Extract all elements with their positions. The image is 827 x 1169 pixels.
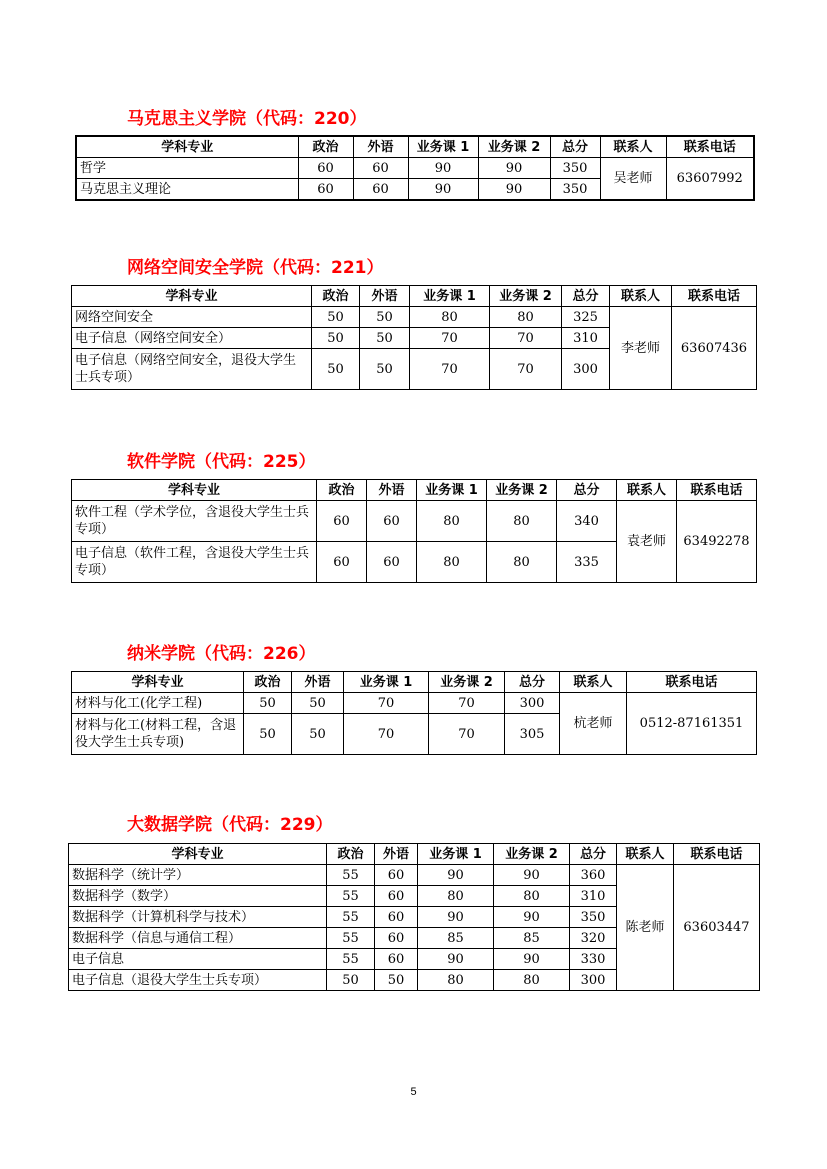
score-cell: 320 — [570, 928, 617, 949]
section-title: 网络空间安全学院（代码：221） — [127, 258, 384, 278]
score-cell: 60 — [375, 907, 418, 928]
header-cell: 总分 — [570, 844, 617, 865]
score-cell: 50 — [312, 349, 360, 390]
header-cell: 政治 — [298, 136, 353, 158]
header-cell: 总分 — [557, 480, 617, 501]
header-cell: 总分 — [562, 286, 610, 307]
score-table — [75, 135, 755, 201]
score-cell: 60 — [317, 501, 367, 542]
header-cell: 学科专业 — [72, 672, 244, 693]
header-cell: 联系人 — [617, 844, 674, 865]
score-cell: 50 — [244, 714, 292, 755]
score-cell: 50 — [327, 970, 375, 991]
table-row — [72, 501, 757, 542]
score-cell: 55 — [327, 928, 375, 949]
phone-cell: 63607436 — [672, 307, 757, 390]
table-row — [72, 693, 757, 714]
score-cell: 50 — [292, 693, 344, 714]
score-cell: 350 — [550, 179, 600, 201]
score-cell: 60 — [367, 542, 417, 583]
score-cell: 90 — [478, 179, 550, 201]
score-cell: 90 — [408, 158, 478, 179]
score-cell: 60 — [317, 542, 367, 583]
contact-cell: 袁老师 — [617, 501, 677, 583]
score-cell: 60 — [375, 886, 418, 907]
major-cell: 数据科学（计算机科学与技术） — [69, 907, 327, 928]
header-cell: 业务课 1 — [344, 672, 429, 693]
score-cell: 80 — [418, 970, 494, 991]
score-cell: 70 — [490, 349, 562, 390]
header-cell: 总分 — [505, 672, 560, 693]
score-cell: 90 — [494, 865, 570, 886]
score-cell: 325 — [562, 307, 610, 328]
table-row — [76, 158, 754, 179]
table-header-row — [72, 672, 757, 693]
score-cell: 350 — [550, 158, 600, 179]
score-cell: 80 — [417, 501, 487, 542]
score-cell: 70 — [410, 328, 490, 349]
score-cell: 60 — [375, 949, 418, 970]
score-cell: 90 — [408, 179, 478, 201]
major-cell: 数据科学（数学） — [69, 886, 327, 907]
score-cell: 85 — [494, 928, 570, 949]
header-cell: 联系电话 — [666, 136, 754, 158]
contact-cell: 吴老师 — [600, 158, 666, 201]
score-cell: 330 — [570, 949, 617, 970]
score-table — [71, 479, 757, 583]
header-cell: 政治 — [317, 480, 367, 501]
score-cell: 60 — [298, 179, 353, 201]
header-cell: 联系电话 — [674, 844, 760, 865]
major-cell: 软件工程（学术学位，含退役大学生士兵专项） — [72, 501, 317, 542]
header-cell: 联系电话 — [677, 480, 757, 501]
table-row — [72, 307, 757, 328]
score-cell: 310 — [570, 886, 617, 907]
header-cell: 外语 — [375, 844, 418, 865]
score-cell: 80 — [494, 970, 570, 991]
section-title: 软件学院（代码：225） — [127, 452, 316, 472]
major-cell: 电子信息 — [69, 949, 327, 970]
major-cell: 电子信息（软件工程，含退役大学生士兵专项） — [72, 542, 317, 583]
header-cell: 联系电话 — [627, 672, 757, 693]
score-cell: 55 — [327, 865, 375, 886]
header-cell: 业务课 2 — [490, 286, 562, 307]
header-cell: 总分 — [550, 136, 600, 158]
score-cell: 360 — [570, 865, 617, 886]
header-cell: 业务课 1 — [408, 136, 478, 158]
score-cell: 60 — [298, 158, 353, 179]
table-row — [69, 865, 760, 886]
header-cell: 政治 — [327, 844, 375, 865]
header-cell: 业务课 1 — [417, 480, 487, 501]
header-cell: 学科专业 — [69, 844, 327, 865]
score-cell: 80 — [410, 307, 490, 328]
score-cell: 70 — [344, 714, 429, 755]
header-cell: 政治 — [244, 672, 292, 693]
table-header-row — [76, 136, 754, 158]
score-cell: 70 — [490, 328, 562, 349]
score-cell: 70 — [429, 714, 505, 755]
score-cell: 80 — [418, 886, 494, 907]
contact-cell: 李老师 — [610, 307, 672, 390]
score-cell: 300 — [505, 693, 560, 714]
score-cell: 80 — [494, 886, 570, 907]
header-cell: 业务课 2 — [494, 844, 570, 865]
score-cell: 70 — [410, 349, 490, 390]
score-cell: 90 — [494, 907, 570, 928]
header-cell: 业务课 2 — [429, 672, 505, 693]
contact-cell: 陈老师 — [617, 865, 674, 991]
section-title: 大数据学院（代码：229） — [127, 815, 333, 835]
section-title: 马克思主义学院（代码：220） — [127, 109, 367, 129]
score-cell: 60 — [353, 158, 408, 179]
phone-cell: 0512-87161351 — [627, 693, 757, 755]
score-cell: 50 — [360, 328, 410, 349]
score-table — [71, 671, 757, 755]
score-cell: 70 — [344, 693, 429, 714]
score-cell: 85 — [418, 928, 494, 949]
score-cell: 90 — [418, 907, 494, 928]
score-cell: 50 — [244, 693, 292, 714]
header-cell: 业务课 1 — [410, 286, 490, 307]
table-header-row — [72, 286, 757, 307]
major-cell: 数据科学（统计学） — [69, 865, 327, 886]
score-cell: 340 — [557, 501, 617, 542]
header-cell: 联系人 — [610, 286, 672, 307]
page-number: 5 — [410, 1086, 417, 1098]
phone-cell: 63607992 — [666, 158, 754, 201]
score-cell: 55 — [327, 907, 375, 928]
header-cell: 业务课 2 — [487, 480, 557, 501]
phone-cell: 63492278 — [677, 501, 757, 583]
major-cell: 电子信息（网络空间安全，退役大学生士兵专项） — [72, 349, 312, 390]
header-cell: 联系人 — [600, 136, 666, 158]
score-cell: 90 — [478, 158, 550, 179]
table-header-row — [69, 844, 760, 865]
header-cell: 学科专业 — [72, 480, 317, 501]
header-cell: 联系电话 — [672, 286, 757, 307]
score-cell: 60 — [375, 865, 418, 886]
header-cell: 联系人 — [617, 480, 677, 501]
major-cell: 材料与化工(材料工程，含退役大学生士兵专项) — [72, 714, 244, 755]
score-cell: 50 — [312, 328, 360, 349]
score-cell: 90 — [418, 865, 494, 886]
score-cell: 50 — [292, 714, 344, 755]
contact-cell: 杭老师 — [560, 693, 627, 755]
score-cell: 305 — [505, 714, 560, 755]
score-cell: 90 — [494, 949, 570, 970]
header-cell: 学科专业 — [76, 136, 298, 158]
score-cell: 60 — [353, 179, 408, 201]
header-cell: 业务课 1 — [418, 844, 494, 865]
header-cell: 外语 — [367, 480, 417, 501]
score-cell: 80 — [487, 542, 557, 583]
score-cell: 350 — [570, 907, 617, 928]
score-table — [68, 843, 760, 991]
score-cell: 300 — [562, 349, 610, 390]
header-cell: 业务课 2 — [478, 136, 550, 158]
major-cell: 数据科学（信息与通信工程） — [69, 928, 327, 949]
score-cell: 60 — [367, 501, 417, 542]
score-cell: 55 — [327, 886, 375, 907]
score-cell: 80 — [490, 307, 562, 328]
header-cell: 政治 — [312, 286, 360, 307]
table-header-row — [72, 480, 757, 501]
score-cell: 50 — [312, 307, 360, 328]
major-cell: 马克思主义理论 — [76, 179, 298, 201]
score-cell: 70 — [429, 693, 505, 714]
score-cell: 335 — [557, 542, 617, 583]
score-table — [71, 285, 757, 390]
score-cell: 50 — [360, 349, 410, 390]
score-cell: 60 — [375, 928, 418, 949]
score-cell: 300 — [570, 970, 617, 991]
major-cell: 电子信息（退役大学生士兵专项） — [69, 970, 327, 991]
score-cell: 90 — [418, 949, 494, 970]
header-cell: 外语 — [353, 136, 408, 158]
score-cell: 50 — [360, 307, 410, 328]
major-cell: 电子信息（网络空间安全） — [72, 328, 312, 349]
score-cell: 80 — [417, 542, 487, 583]
major-cell: 哲学 — [76, 158, 298, 179]
section-title: 纳米学院（代码：226） — [127, 644, 316, 664]
major-cell: 网络空间安全 — [72, 307, 312, 328]
score-cell: 50 — [375, 970, 418, 991]
major-cell: 材料与化工(化学工程) — [72, 693, 244, 714]
score-cell: 55 — [327, 949, 375, 970]
header-cell: 联系人 — [560, 672, 627, 693]
score-cell: 310 — [562, 328, 610, 349]
header-cell: 学科专业 — [72, 286, 312, 307]
header-cell: 外语 — [292, 672, 344, 693]
score-cell: 80 — [487, 501, 557, 542]
phone-cell: 63603447 — [674, 865, 760, 991]
header-cell: 外语 — [360, 286, 410, 307]
